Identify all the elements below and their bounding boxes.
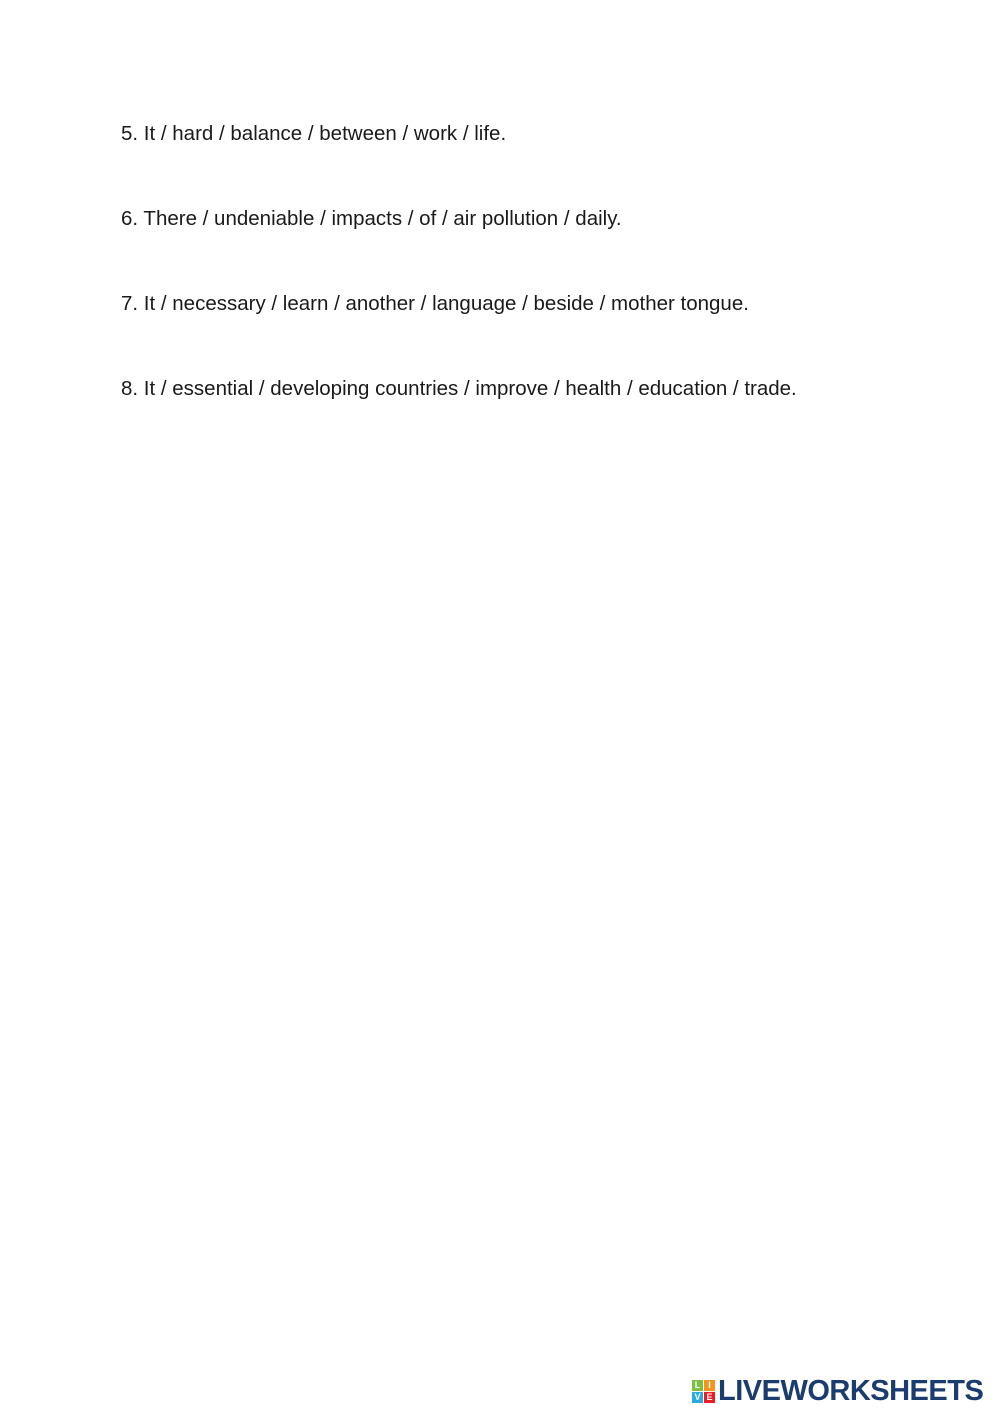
logo-block-e: E [704,1392,715,1403]
exercise-item-6: 6. There / undeniable / impacts / of / air pollution / daily. [121,207,622,230]
logo-block-v: V [692,1392,703,1403]
brand-name: LIVEWORKSHEETS [718,1375,984,1407]
exercise-item-7: 7. It / necessary / learn / another / language / beside / mother tongue. [121,292,749,315]
liveworksheets-logo [692,1376,983,1406]
logo-block-i: I [704,1380,715,1391]
logo-block-l: L [692,1380,703,1391]
exercise-item-5: 5. It / hard / balance / between / work / life. [121,122,507,145]
live-blocks-icon [692,1380,715,1403]
exercise-item-8: 8. It / essential / developing countries / improve / health / education / trade. [121,377,797,400]
